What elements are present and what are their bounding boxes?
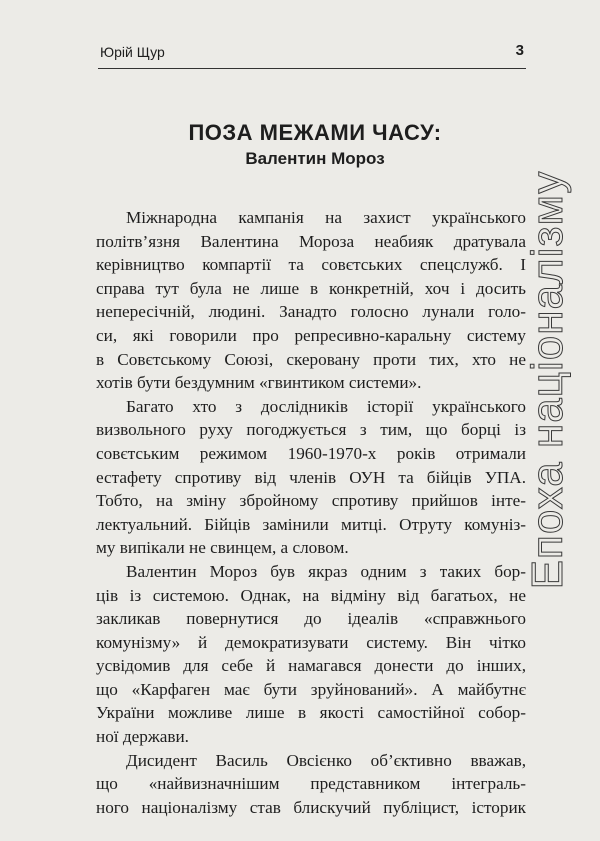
page-number: 3 xyxy=(515,42,524,59)
text-line: справа тут була не лише в конкретній, хоч і досить xyxy=(96,278,526,298)
text-line: Валентин Мороз був якраз одним з таких бор- xyxy=(126,561,526,581)
text-line: ної держави. xyxy=(96,727,189,747)
chapter-subtitle: Валентин Мороз xyxy=(245,149,385,168)
text-line: лектуальний. Бійців замінили митці. Отруту комуніз- xyxy=(96,514,526,534)
text-line: ного націоналізму став блискучий публіцист, історик xyxy=(96,797,526,817)
text-line: Тобто, на зміну збройному спротиву прийшов інте- xyxy=(96,491,526,511)
text-line: си, які говорили про репресивно-каральну систему xyxy=(96,325,526,345)
chapter-title: ПОЗА МЕЖАМИ ЧАСУ: xyxy=(188,120,442,145)
header-author: Юрій Щур xyxy=(100,44,165,60)
text-line: му випікали не свинцем, а словом. xyxy=(96,538,349,558)
text-line: закликав повернутися до ідеалів «справжнього xyxy=(96,609,526,629)
text-line: комунізму» й демократизувати систему. Він чітко xyxy=(96,632,526,652)
paragraph xyxy=(96,206,526,395)
text-line: усвідомив для себе й намагався донести до інших, xyxy=(96,656,526,676)
paragraph xyxy=(96,395,526,560)
text-line: політв’язня Валентина Мороза неабияк дратувала xyxy=(96,231,526,251)
text-line: совєтським режимом 1960-1970-х років отримали xyxy=(96,443,526,463)
paragraph xyxy=(96,560,526,749)
vertical-section-title-text: Епоха націоналізму xyxy=(523,170,572,590)
text-line: в Совєтському Союзі, скеровану проти тих, хто не xyxy=(96,349,526,369)
text-line: естафету спротиву від членів ОУН та бійців УПА. xyxy=(96,467,526,487)
text-line: що «Карфаген має бути зруйнований». А майбутнє xyxy=(96,679,526,699)
text-line: хотів бути бездумним «гвинтиком системи». xyxy=(96,373,422,393)
text-line: Багато хто з дослідників історії українського xyxy=(126,396,526,416)
text-line: непересічній, людині. Занадто голосно лунали голо- xyxy=(96,302,526,322)
text-line: Міжнародна кампанія на захист українського xyxy=(126,208,526,227)
running-header xyxy=(98,44,526,69)
text-line: Дисидент Василь Овсієнко об’єктивно вважав, xyxy=(126,750,526,770)
text-line: ців із системою. Однак, на відміну від багатьох, не xyxy=(96,585,526,605)
text-line: України можливе лише в якості самостійної собор- xyxy=(96,703,526,723)
paragraph xyxy=(96,749,526,820)
text-line: визвольного руху погоджується з тим, що борці із xyxy=(96,420,526,440)
vertical-section-title xyxy=(518,100,578,660)
text-line: керівництво компартії та совєтських спецслужб. І xyxy=(96,255,526,275)
text-line: що «найвизначнішим представником інтеграль- xyxy=(96,774,526,794)
body-text xyxy=(96,206,526,819)
